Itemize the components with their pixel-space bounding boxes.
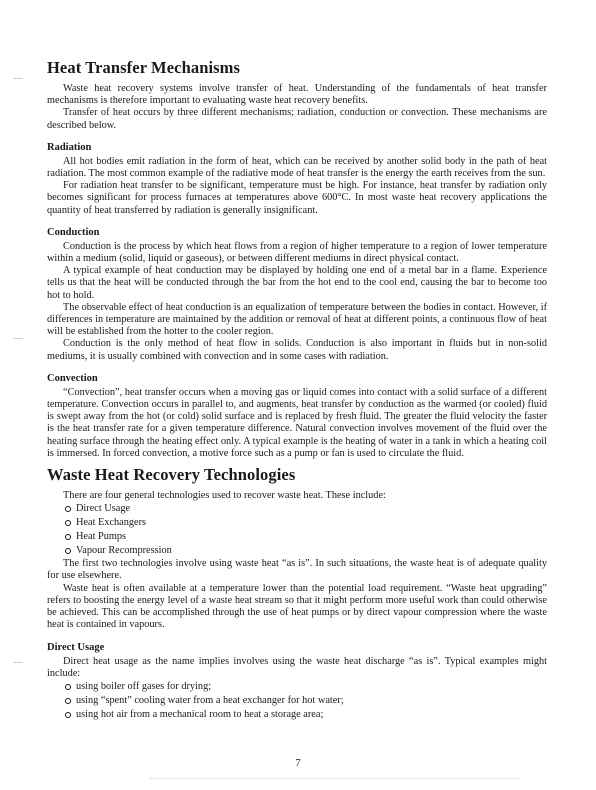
paragraph: The first two technologies involve using waste heat “as is”. In such situations, the waste heat is of adequate quality for use elsewhere. bbox=[47, 558, 547, 582]
subheading-radiation: Radiation bbox=[47, 141, 92, 153]
paragraph: A typical example of heat conduction may be displayed by holding one end of a metal bar in a flame. Experience tells us that the heat will be conducted through the bar from the hot end to the cool end, causing the bar to become too hot to hold. bbox=[47, 265, 547, 301]
list-item: Heat Exchangers bbox=[64, 516, 547, 530]
paragraph: All hot bodies emit radiation in the form of heat, which can be received by another solid body in the path of heat radiation. The most common example of the radiative mode of heat transfer is the energy the earth receives from the sun. bbox=[47, 155, 547, 180]
paragraph: Direct heat usage as the name implies involves using the waste heat discharge “as is”. Typical examples might include: bbox=[47, 655, 547, 679]
subheading-convection: Convection bbox=[47, 372, 98, 384]
page-number: 7 bbox=[295, 758, 301, 769]
paragraph: Waste heat recovery systems involve transfer of heat. Understanding of the fundamentals of heat transfer mechanisms is therefore important to evaluating waste heat recovery benefits. bbox=[47, 83, 547, 107]
paragraph: Transfer of heat occurs by three different mechanisms; radiation, conduction or convection. These mechanisms are described below. bbox=[47, 107, 547, 131]
list-item: using “spent” cooling water from a heat exchanger for hot water; bbox=[64, 694, 547, 708]
paragraph: Waste heat is often available at a temperature lower than the potential load requirement. “Waste heat upgrading” refers to boosting the energy level of a waste heat stream so that it might perform more useful work than could otherwise be achieved. This can be accomplished through the use of heat pumps or by direct vapour compression where the waste heat is contained in vapours. bbox=[47, 582, 547, 631]
footer-divider bbox=[150, 778, 520, 779]
paragraph: “Convection”, heat transfer occurs when a moving gas or liquid comes into contact with a solid surface of a different temperature. Convection occurs in parallel to, and augments, heat transfer by conduction as the warmed (or cooled) fluid is swept away from the hot (or cold) solid surface and is replaced by fresh fluid. The greater the fluid velocity the faster is the heat transfer rate for a given temperature difference. Natural convection involves movement of the fluid over the heating surface through the heating effect only. A typical example is the heating of water in a tank in which a heating coil is immersed. In forced convection, a motive force such as a pump or fan is used to circulate the fluid. bbox=[47, 386, 547, 459]
list-item: using boiler off gases for drying; bbox=[64, 680, 547, 694]
paragraph: Conduction is the only method of heat flow in solids. Conduction is also important in fluids but in non-solid mediums, it is usually combined with convection and in some cases with radiation. bbox=[47, 338, 547, 362]
section-heading-waste-heat-recovery: Waste Heat Recovery Technologies bbox=[47, 465, 296, 485]
paragraph: The observable effect of heat conduction is an equalization of temperature between the bodies in contact. However, if differences in temperature are maintained by the addition or removal of heat at different points, a continuous flow of heat will be established from the hotter to the cooler region. bbox=[47, 301, 548, 338]
subheading-conduction: Conduction bbox=[47, 226, 100, 238]
margin-mark bbox=[13, 662, 23, 663]
section-heading-heat-transfer: Heat Transfer Mechanisms bbox=[47, 58, 241, 77]
technology-list bbox=[47, 502, 547, 558]
margin-mark bbox=[13, 78, 23, 79]
document-page bbox=[47, 58, 547, 722]
example-list bbox=[47, 680, 547, 722]
list-item: Vapour Recompression bbox=[64, 544, 547, 558]
list-item: Heat Pumps bbox=[64, 530, 547, 544]
subheading-direct-usage: Direct Usage bbox=[47, 641, 105, 653]
list-item: Direct Usage bbox=[64, 502, 547, 516]
paragraph: Conduction is the process by which heat flows from a region of higher temperature to a region of lower temperature within a medium (solid, liquid or gaseous), or between different mediums in direct physical contact. bbox=[47, 240, 547, 265]
paragraph: There are four general technologies used to recover waste heat. These include: bbox=[63, 490, 386, 502]
paragraph: For radiation heat transfer to be significant, temperature must be high. For instance, heat transfer by radiation only becomes significant for process furnaces at temperatures above 600°C. In most waste heat recovery applications the quantity of heat transferred by radiation is generally insignificant. bbox=[47, 180, 547, 216]
margin-mark bbox=[13, 338, 23, 339]
list-item: using hot air from a mechanical room to heat a storage area; bbox=[64, 708, 547, 722]
